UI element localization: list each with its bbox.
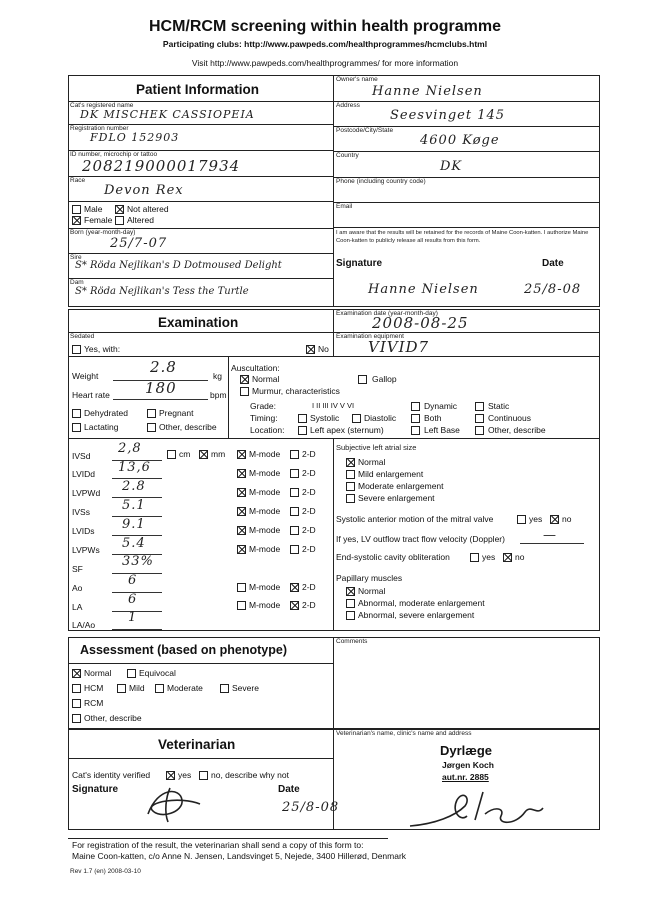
la-2d-checkbox[interactable] bbox=[290, 601, 299, 610]
assess-other-label: Other, describe bbox=[84, 713, 142, 723]
owner-signature-field[interactable]: Hanne Nielsen bbox=[368, 282, 479, 297]
measurement-value[interactable]: 6 bbox=[128, 573, 138, 588]
systolic-label: Systolic bbox=[310, 413, 340, 423]
gallop-label: Gallop bbox=[372, 374, 397, 384]
la-mmode-checkbox[interactable] bbox=[237, 601, 246, 610]
mm-checkbox[interactable] bbox=[199, 450, 208, 459]
measurement-label: LVIDs bbox=[72, 526, 95, 536]
measurement-value[interactable]: 5.1 bbox=[122, 498, 146, 513]
consent-text: I am aware that the results will be retained for the records of Maine Coon-katten. I authorize Maine Coon-katten to publicly release all results from this form. bbox=[336, 230, 589, 244]
lvids-2d-checkbox[interactable] bbox=[290, 526, 299, 535]
vet-signature-label: Signature bbox=[72, 784, 119, 795]
not-altered-checkbox[interactable] bbox=[115, 205, 124, 214]
vet-signature-scribble bbox=[140, 782, 210, 827]
moderate-label: Moderate bbox=[167, 683, 203, 693]
grade-options[interactable]: I II III IV V VI bbox=[312, 401, 355, 410]
weight-field[interactable]: 2.8 bbox=[150, 358, 177, 376]
bpm-unit: bpm bbox=[210, 390, 227, 400]
static-checkbox[interactable] bbox=[475, 402, 484, 411]
mmode-label: M-mode bbox=[249, 525, 281, 535]
auscultation-label: Auscultation: bbox=[231, 363, 280, 373]
cm-checkbox[interactable] bbox=[167, 450, 176, 459]
measurement-value[interactable]: 2.8 bbox=[122, 479, 146, 494]
identity-no-checkbox[interactable] bbox=[199, 771, 208, 780]
identity-verified-label: Cat's identity verified bbox=[72, 770, 151, 780]
mm-label: mm bbox=[211, 449, 226, 459]
measurement-value[interactable]: 33% bbox=[122, 554, 154, 569]
pregnant-label: Pregnant bbox=[159, 408, 194, 418]
location-other-checkbox[interactable] bbox=[475, 426, 484, 435]
measurement-label: IVSs bbox=[72, 507, 90, 517]
reg-number-field[interactable]: FDLO 152903 bbox=[90, 131, 180, 144]
lvids-mmode-checkbox[interactable] bbox=[237, 526, 246, 535]
ao-mmode-checkbox[interactable] bbox=[237, 583, 246, 592]
phone-label: Phone (including country code) bbox=[336, 178, 426, 185]
not-altered-label: Not altered bbox=[127, 204, 169, 214]
vet-info-label: Veterinarian's name, clinic's name and address bbox=[336, 730, 472, 737]
owner-date-field[interactable]: 25/8-08 bbox=[524, 282, 582, 297]
measurement-label: LA/Ao bbox=[72, 620, 96, 630]
postcode-field[interactable]: 4600 Køge bbox=[420, 133, 500, 148]
postcode-label: Postcode/City/State bbox=[336, 127, 394, 134]
ivsd-mmode-checkbox[interactable] bbox=[237, 450, 246, 459]
sam-no-label: no bbox=[562, 514, 572, 524]
twod-label: 2-D bbox=[302, 487, 316, 497]
mmode-label: M-mode bbox=[249, 468, 281, 478]
sam-yes-label: yes bbox=[529, 514, 543, 524]
pap-severe-label: Abnormal, severe enlargement bbox=[358, 610, 475, 620]
altered-checkbox[interactable] bbox=[115, 216, 124, 225]
race-label: Race bbox=[70, 177, 86, 184]
kg-unit: kg bbox=[213, 371, 222, 381]
atrial-size-label: Subjective left atrial size bbox=[336, 443, 417, 452]
cm-label: cm bbox=[179, 449, 191, 459]
lvot-field[interactable]: — bbox=[543, 528, 557, 543]
measurement-label: LVIDd bbox=[72, 469, 95, 479]
twod-label: 2-D bbox=[302, 582, 316, 592]
pap-normal-label: Normal bbox=[358, 586, 386, 596]
gallop-checkbox[interactable] bbox=[358, 375, 367, 384]
left-base-checkbox[interactable] bbox=[411, 426, 420, 435]
systolic-checkbox[interactable] bbox=[298, 414, 307, 423]
sedated-yes-checkbox[interactable] bbox=[72, 345, 81, 354]
reg-number-label: Registration number bbox=[70, 125, 129, 132]
both-label: Both bbox=[424, 413, 442, 423]
assess-other-checkbox[interactable] bbox=[72, 714, 81, 723]
owner-name-field[interactable]: Hanne Nielsen bbox=[372, 84, 483, 99]
reg-name-field[interactable]: DK MISCHEK CASSIOPEIA bbox=[80, 108, 255, 121]
auscultation-normal-checkbox[interactable] bbox=[240, 375, 249, 384]
static-label: Static bbox=[488, 401, 510, 411]
esco-no-checkbox[interactable] bbox=[503, 553, 512, 562]
sedated-label: Sedated bbox=[70, 333, 95, 340]
mmode-label: M-mode bbox=[249, 582, 281, 592]
measurement-label: LVPWd bbox=[72, 488, 101, 498]
equivocal-label: Equivocal bbox=[139, 668, 176, 678]
identity-yes-label: yes bbox=[178, 770, 192, 780]
dynamic-checkbox[interactable] bbox=[411, 402, 420, 411]
mild-enlargement-label: Mild enlargement bbox=[358, 469, 424, 479]
lvot-label: If yes, LV outflow tract flow velocity (Doppler) bbox=[336, 534, 505, 544]
equipment-label: Examination equipment bbox=[336, 333, 404, 340]
altered-label: Altered bbox=[127, 215, 154, 225]
lvidd-mmode-checkbox[interactable] bbox=[237, 469, 246, 478]
male-label: Male bbox=[84, 204, 103, 214]
rcm-label: RCM bbox=[84, 698, 104, 708]
equivocal-checkbox[interactable] bbox=[127, 669, 136, 678]
murmur-label: Murmur, characteristics bbox=[252, 386, 340, 396]
comments-label: Comments bbox=[336, 638, 368, 645]
sedated-no-checkbox[interactable] bbox=[306, 345, 315, 354]
continuous-label: Continuous bbox=[488, 413, 532, 423]
race-field[interactable]: Devon Rex bbox=[104, 183, 184, 198]
hcm-checkbox[interactable] bbox=[72, 684, 81, 693]
severe-checkbox[interactable] bbox=[220, 684, 229, 693]
atrial-normal-checkbox[interactable] bbox=[346, 458, 355, 467]
exam-date-label: Examination date (year-month-day) bbox=[336, 310, 438, 317]
moderate-enlargement-checkbox[interactable] bbox=[346, 482, 355, 491]
visit-text: Visit http://www.pawpeds.com/healthprogrammes/ for more information bbox=[191, 58, 459, 68]
mmode-label: M-mode bbox=[249, 506, 281, 516]
measurement-label: IVSd bbox=[72, 451, 91, 461]
identity-no-label: no, describe why not bbox=[211, 770, 289, 780]
grade-label: Grade: bbox=[250, 401, 276, 411]
papillary-label: Papillary muscles bbox=[336, 573, 403, 583]
measurement-value[interactable]: 2,8 bbox=[118, 441, 142, 456]
lvpws-2d-checkbox[interactable] bbox=[290, 545, 299, 554]
born-field[interactable]: 25/7-07 bbox=[110, 236, 168, 251]
other-condition-label: Other, describe bbox=[159, 422, 217, 432]
twod-label: 2-D bbox=[302, 525, 316, 535]
measurement-value[interactable]: 9.1 bbox=[122, 517, 146, 532]
assess-normal-checkbox[interactable] bbox=[72, 669, 81, 678]
pap-moderate-label: Abnormal, moderate enlargement bbox=[358, 598, 485, 608]
dehydrated-label: Dehydrated bbox=[84, 408, 128, 418]
twod-label: 2-D bbox=[302, 468, 316, 478]
owner-name-label: Owner's name bbox=[336, 76, 378, 83]
esco-yes-checkbox[interactable] bbox=[470, 553, 479, 562]
country-field[interactable]: DK bbox=[440, 159, 463, 174]
heart-rate-label: Heart rate bbox=[72, 390, 110, 400]
stamp-signature-scribble bbox=[405, 786, 555, 831]
sam-no-checkbox[interactable] bbox=[550, 515, 559, 524]
measurement-value[interactable]: 1 bbox=[128, 610, 138, 625]
lactating-checkbox[interactable] bbox=[72, 423, 81, 432]
twod-label: 2-D bbox=[302, 449, 316, 459]
owner-signature-label: Signature bbox=[336, 258, 383, 269]
id-number-field[interactable]: 208219000017934 bbox=[82, 157, 241, 175]
twod-label: 2-D bbox=[302, 600, 316, 610]
heart-rate-field[interactable]: 180 bbox=[145, 379, 177, 397]
patient-info-heading: Patient Information bbox=[136, 82, 260, 97]
measurement-value[interactable]: 6 bbox=[128, 592, 138, 607]
ivss-mmode-checkbox[interactable] bbox=[237, 507, 246, 516]
exam-date-field[interactable]: 2008-08-25 bbox=[372, 314, 469, 332]
owner-date-label: Date bbox=[542, 258, 564, 269]
assess-normal-label: Normal bbox=[84, 668, 112, 678]
identity-yes-checkbox[interactable] bbox=[166, 771, 175, 780]
measurement-label: SF bbox=[72, 564, 83, 574]
diastolic-checkbox[interactable] bbox=[352, 414, 361, 423]
location-label: Location: bbox=[250, 425, 285, 435]
mild-label: Mild bbox=[129, 683, 145, 693]
measurement-label: Ao bbox=[72, 583, 83, 593]
mmode-label: M-mode bbox=[249, 544, 281, 554]
female-label: Female bbox=[84, 215, 113, 225]
mild-enlargement-checkbox[interactable] bbox=[346, 470, 355, 479]
severe-enlargement-label: Severe enlargement bbox=[358, 493, 435, 503]
vet-date-label: Date bbox=[278, 784, 300, 795]
twod-label: 2-D bbox=[302, 544, 316, 554]
sam-yes-checkbox[interactable] bbox=[517, 515, 526, 524]
stamp-title: Dyrlæge bbox=[440, 743, 493, 758]
moderate-checkbox[interactable] bbox=[155, 684, 164, 693]
ivss-2d-checkbox[interactable] bbox=[290, 507, 299, 516]
location-other-label: Other, describe bbox=[488, 425, 546, 435]
form-title: HCM/RCM screening within health programme bbox=[148, 18, 502, 35]
continuous-checkbox[interactable] bbox=[475, 414, 484, 423]
sam-label: Systolic anterior motion of the mitral valve bbox=[336, 514, 494, 524]
left-base-label: Left Base bbox=[424, 425, 460, 435]
esco-yes-label: yes bbox=[482, 552, 496, 562]
diastolic-label: Diastolic bbox=[364, 413, 397, 423]
email-label: Email bbox=[336, 203, 353, 210]
address-label: Address bbox=[336, 102, 360, 109]
dam-label: Dam bbox=[70, 279, 84, 286]
hcm-label: HCM bbox=[84, 683, 104, 693]
participating-clubs-text: Participating clubs: http://www.pawpeds.com/healthprogrammes/hcmclubs.html bbox=[162, 39, 488, 49]
severe-enlargement-checkbox[interactable] bbox=[346, 494, 355, 503]
measurement-label: LVPWs bbox=[72, 545, 100, 555]
lvpwd-mmode-checkbox[interactable] bbox=[237, 488, 246, 497]
dynamic-label: Dynamic bbox=[424, 401, 458, 411]
country-label: Country bbox=[336, 152, 359, 159]
sedated-yes-label: Yes, with: bbox=[84, 344, 121, 354]
male-checkbox[interactable] bbox=[72, 205, 81, 214]
mild-checkbox[interactable] bbox=[117, 684, 126, 693]
twod-label: 2-D bbox=[302, 506, 316, 516]
revision-text: Rev 1.7 (en) 2008-03-10 bbox=[70, 868, 141, 875]
left-apex-label: Left apex (sternum) bbox=[310, 425, 384, 435]
id-number-label: ID number, microchip or tattoo bbox=[70, 151, 158, 158]
other-condition-checkbox[interactable] bbox=[147, 423, 156, 432]
lvidd-2d-checkbox[interactable] bbox=[290, 469, 299, 478]
pap-moderate-checkbox[interactable] bbox=[346, 599, 355, 608]
lvpwd-2d-checkbox[interactable] bbox=[290, 488, 299, 497]
female-checkbox[interactable] bbox=[72, 216, 81, 225]
footer-line2: Maine Coon-katten, c/o Anne N. Jensen, Landsvinget 5, Nejede, 3400 Hillerød, Denmark bbox=[72, 851, 407, 861]
stamp-auth: aut.nr. 2885 bbox=[442, 772, 489, 782]
dam-field[interactable]: S* Röda Nejlikan's Tess the Turtle bbox=[75, 286, 249, 297]
sire-label: Sire bbox=[70, 254, 82, 261]
footer-line1: For registration of the result, the veterinarian shall send a copy of this form to: bbox=[72, 840, 364, 850]
examination-heading: Examination bbox=[158, 315, 239, 330]
left-apex-checkbox[interactable] bbox=[298, 426, 307, 435]
timing-label: Timing: bbox=[250, 413, 278, 423]
mmode-label: M-mode bbox=[249, 487, 281, 497]
pap-severe-checkbox[interactable] bbox=[346, 611, 355, 620]
mmode-label: M-mode bbox=[249, 600, 281, 610]
moderate-enlargement-label: Moderate enlargement bbox=[358, 481, 444, 491]
born-label: Born (year-month-day) bbox=[70, 229, 136, 236]
murmur-checkbox[interactable] bbox=[240, 387, 249, 396]
atrial-normal-label: Normal bbox=[358, 457, 386, 467]
lactating-label: Lactating bbox=[84, 422, 119, 432]
address-field[interactable]: Seesvinget 145 bbox=[390, 108, 506, 123]
patient-owner-divider bbox=[333, 75, 334, 307]
assessment-heading: Assessment (based on phenotype) bbox=[80, 643, 287, 657]
dehydrated-checkbox[interactable] bbox=[72, 409, 81, 418]
pap-normal-checkbox[interactable] bbox=[346, 587, 355, 596]
ivsd-2d-checkbox[interactable] bbox=[290, 450, 299, 459]
equipment-field[interactable]: VIVID7 bbox=[368, 338, 430, 356]
mmode-label: M-mode bbox=[249, 449, 281, 459]
pregnant-checkbox[interactable] bbox=[147, 409, 156, 418]
weight-label: Weight bbox=[72, 371, 99, 381]
sire-field[interactable]: S* Röda Nejlikan's D Dotmoused Delight bbox=[75, 260, 282, 271]
auscultation-normal-label: Normal bbox=[252, 374, 280, 384]
lvpws-mmode-checkbox[interactable] bbox=[237, 545, 246, 554]
esco-no-label: no bbox=[515, 552, 525, 562]
vet-date-field[interactable]: 25/8-08 bbox=[282, 800, 340, 815]
measurement-value[interactable]: 13,6 bbox=[118, 460, 151, 475]
stamp-name: Jørgen Koch bbox=[442, 760, 494, 770]
severe-label: Severe bbox=[232, 683, 259, 693]
ao-2d-checkbox[interactable] bbox=[290, 583, 299, 592]
esco-label: End-systolic cavity obliteration bbox=[336, 552, 450, 562]
veterinarian-heading: Veterinarian bbox=[158, 737, 236, 752]
reg-name-label: Cat's registered name bbox=[70, 102, 134, 109]
measurement-label: LA bbox=[72, 602, 83, 612]
both-checkbox[interactable] bbox=[411, 414, 420, 423]
sedated-no-label: No bbox=[318, 344, 329, 354]
rcm-checkbox[interactable] bbox=[72, 699, 81, 708]
measurement-value[interactable]: 5.4 bbox=[122, 536, 146, 551]
